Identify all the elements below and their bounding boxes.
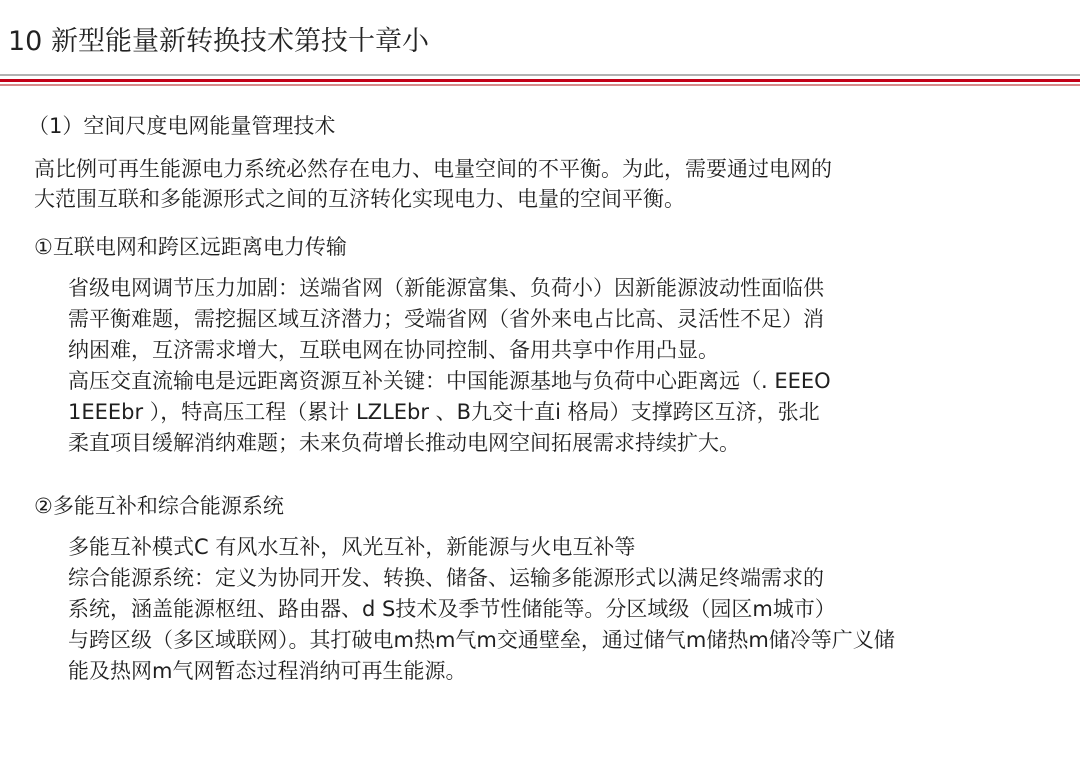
paragraph-line: 与跨区级（多区域联网）。其打破电m热m气m交通壁垒，通过储气m储热m储冷等广义储 [68, 628, 895, 652]
title-rule-pink [0, 84, 1080, 86]
paragraph-line: 柔直项目缓解消纳难题；未来负荷增长推动电网空间拓展需求持续扩大。 [68, 431, 740, 455]
subsection-heading-multi-energy: ②多能互补和综合能源系统 [34, 494, 284, 518]
paragraph-line: 纳困难，互济需求增大，互联电网在协同控制、备用共享中作用凸显。 [68, 338, 719, 362]
paragraph-line: 省级电网调节压力加剧：送端省网（新能源富集、负荷小）因新能源波动性面临供 [68, 276, 824, 300]
title-rule-gray [0, 74, 1080, 76]
paragraph-line: 1EEEbr ），特高压工程（累计 LZLEbr 、B九交十直i 格局）支撑跨区互济，张北 [68, 400, 820, 424]
paragraph-line: 系统，涵盖能源枢纽、路由器、d S技术及季节性储能等。分区域级（园区m城市） [68, 597, 836, 621]
section-heading: （1）空间尺度电网能量管理技术 [28, 114, 336, 138]
intro-line: 大范围互联和多能源形式之间的互济转化实现电力、电量的空间平衡。 [34, 187, 685, 211]
title-rule-red [0, 79, 1080, 82]
paragraph-line: 综合能源系统：定义为协同开发、转换、储备、运输多能源形式以满足终端需求的 [68, 566, 824, 590]
paragraph-line: 能及热网m气网暂态过程消纳可再生能源。 [68, 659, 467, 683]
page-title: 10 新型能量新转换技术第技十章小 [8, 26, 429, 57]
paragraph-line: 多能互补模式C 有风水互补，风光互补，新能源与火电互补等 [68, 535, 636, 559]
paragraph-line: 高压交直流输电是远距离资源互补关键：中国能源基地与负荷中心距离远（. EEEO [68, 369, 831, 393]
paragraph-line: 需平衡难题，需挖掘区域互济潜力；受端省网（省外来电占比高、灵活性不足）消 [68, 307, 824, 331]
subsection-heading-interconnection: ①互联电网和跨区远距离电力传输 [34, 235, 347, 259]
intro-line: 高比例可再生能源电力系统必然存在电力、电量空间的不平衡。为此，需要通过电网的 [34, 157, 832, 181]
